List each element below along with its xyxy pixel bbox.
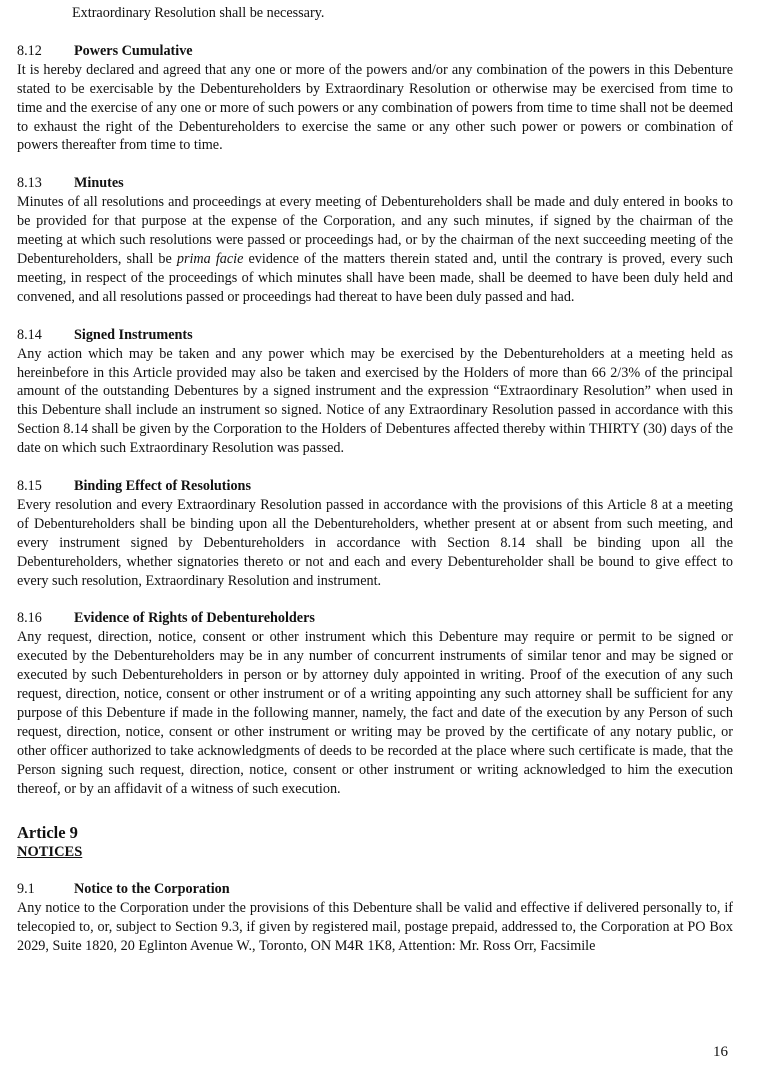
section-body: Any request, direction, notice, consent or other instrument which this Debenture may require or permit to be signed or executed by the Debentureholders may be in any number of concurrent instruments of similar tenor and may be signed or executed by such Debentureholders in person or by attorney duly appointed in writing. Proof of the execution of any such request, direction, notice, consent or other instrument or of a writing appointing any such attorney shall be sufficient for any purpose of this Debenture if made in the following manner, namely, the fact and date of the execution by any Person of such request, direction, notice, consent or other instrument or writing may be proved by the certificate of any notary public, or other officer authorized to take acknowledgments of deeds to be recorded at the place where such certificate is made, that the Person signing such request, direction, notice, consent or other instrument or writing acknowledged to him the execution thereof, or by an affidavit of a witness of such execution. <box>17 629 733 797</box>
section-number: 8.15 <box>17 478 42 495</box>
body-text: evidence of the matters therein stated and, until the contrary is proved, every such meeting, in respect of the proceedings of which minutes shall have been made, shall be deemed to have been duly held and convened, and all resolutions passed or proceedings had thereat to have been duly passed and had. <box>17 250 734 305</box>
section-heading <box>17 880 733 899</box>
section-heading <box>17 609 733 628</box>
page-number: 16 <box>713 1044 728 1060</box>
section-heading <box>17 326 733 345</box>
section-title: Evidence of Rights of Debentureholders <box>74 610 315 627</box>
section-number: 8.13 <box>17 175 42 192</box>
section-heading <box>17 42 733 61</box>
section-8-12 <box>17 42 733 155</box>
section-number: 8.12 <box>17 42 42 59</box>
body-text: Minutes of all resolutions and proceedings at every meeting of Debentureholders shall be made and duly entered in books to be provided for that purpose at the expense of the Corporation, and any such minutes, if signed by the chairman of the meeting at which such resolutions were passed or proceedings had, or by the chairman of the next succeeding meeting of the Debentureholders, shall be <box>17 194 733 267</box>
section-title: Notice to the Corporation <box>74 881 230 898</box>
section-body: It is hereby declared and agreed that any one or more of the powers and/or any combination of the powers in this Debenture stated to be exercisable by the Debentureholders by Extraordinary Resolution or otherwise may be exercised from time to time and the exercise of any one or more of such powers or any combination of powers from time to time shall not be deemed to exhaust the right of the Debentureholders to exercise the same or any other such power or powers or combination of powers thereafter from time to time. <box>17 61 733 154</box>
section-body: Every resolution and every Extraordinary Resolution passed in accordance with the provisions of this Article 8 at a meeting of Debentureholders shall be binding upon all the Debentureholders, whether present at or absent from such meeting, and every instrument signed by Debentureholders in accordance with Section 8.14 shall be binding upon all the Debentureholders, whether signatories thereto or not and each and every Debentureholder shall be bound to give effect to every such resolution, Extraordinary Resolution and instrument. <box>17 496 733 589</box>
section-heading <box>17 174 733 193</box>
article-subtitle: NOTICES <box>17 843 83 860</box>
section-title: Powers Cumulative <box>74 42 193 59</box>
article-title: Article 9 <box>17 822 78 842</box>
section-8-13 <box>17 174 733 306</box>
article-9-heading <box>17 823 733 862</box>
section-number: 8.14 <box>17 326 42 343</box>
section-heading <box>17 477 733 496</box>
section-number: 8.16 <box>17 610 42 627</box>
italic-term: prima facie <box>176 250 244 267</box>
section-body: Any notice to the Corporation under the provisions of this Debenture shall be valid and effective if delivered personally to, if telecopied to, or, subject to Section 9.3, if given by registered mail, postage prepaid, addressed to, the Corporation at PO Box 2029, Suite 1820, 20 Eglinton Avenue W., Toronto, ON M4R 1K8, Attention: Mr. Ross Orr, Facsimile <box>17 900 733 955</box>
section-title: Signed Instruments <box>74 326 193 343</box>
document-page <box>17 4 733 956</box>
section-8-15 <box>17 477 733 590</box>
section-title: Minutes <box>74 175 124 192</box>
section-8-16 <box>17 609 733 798</box>
section-body <box>17 193 733 306</box>
section-8-14 <box>17 326 733 458</box>
section-number: 9.1 <box>17 881 35 898</box>
section-9-1 <box>17 880 733 956</box>
continuation-line: Extraordinary Resolution shall be necessary. <box>72 5 325 21</box>
section-body: Any action which may be taken and any power which may be exercised by the Debentureholders at a meeting held as hereinbefore in this Article provided may also be taken and exercised by the Holders of more than 66 2/3% of the principal amount of the outstanding Debentures by a signed instrument and the expression “Extraordinary Resolution” when used in this Debenture shall include an instrument so signed. Notice of any Extraordinary Resolution passed in accordance with this Section 8.14 shall be given by the Corporation to the Holders of Debentures affected thereby within THIRTY (30) days of the date on which such Extraordinary Resolution was passed. <box>17 345 733 457</box>
section-title: Binding Effect of Resolutions <box>74 478 251 495</box>
